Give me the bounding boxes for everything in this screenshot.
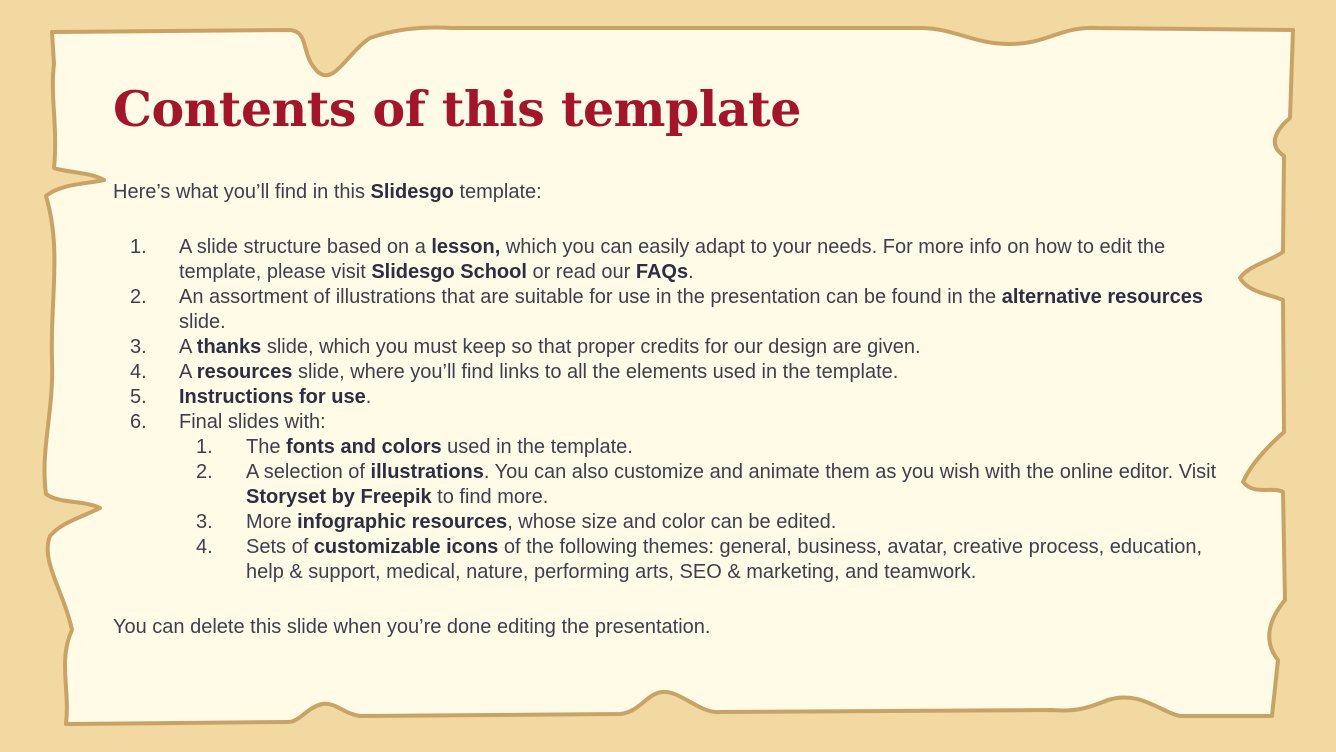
sub-list-item-text: The bbox=[246, 436, 287, 458]
sub-list-item-text: of the following themes: general, business, avatar, creative process, education, help & support, medical, nature, performing arts, SEO & marketing, and teamwork. bbox=[246, 536, 1203, 583]
sub-list-item-bold: fonts and colors bbox=[286, 436, 442, 458]
intro-text-end: template: bbox=[453, 181, 542, 203]
list-item bbox=[113, 235, 1223, 285]
intro-line bbox=[113, 180, 1223, 205]
sub-list-item-number: 2. bbox=[196, 461, 213, 483]
list-item-bold: Slidesgo School bbox=[371, 261, 527, 283]
list-item-bold: lesson, bbox=[431, 236, 501, 258]
sub-list-item-number: 4. bbox=[196, 536, 213, 558]
list-item-number: 5. bbox=[130, 386, 147, 408]
intro-text: Here’s what you’ll find in this bbox=[113, 181, 371, 203]
sub-list-item bbox=[179, 460, 1223, 510]
list-item bbox=[113, 335, 1223, 360]
list-item-text: which you can easily adapt to your needs. For more info on how to edit the template, please visit bbox=[179, 236, 1166, 283]
sub-list-item bbox=[179, 510, 1223, 535]
list-item bbox=[113, 285, 1223, 335]
list-item-bold: thanks bbox=[196, 336, 262, 358]
closing-note: You can delete this slide when you’re done editing the presentation. bbox=[113, 616, 711, 638]
contents-list bbox=[113, 235, 1223, 585]
sub-list-item-text: , whose size and color can be edited. bbox=[507, 511, 837, 533]
list-item-number: 2. bbox=[130, 286, 147, 308]
list-item-text: A bbox=[179, 336, 197, 358]
list-item-bold: alternative resources bbox=[1001, 286, 1203, 308]
list-item bbox=[113, 360, 1223, 385]
sub-list-item-bold: customizable icons bbox=[313, 536, 499, 558]
list-item-bold: resources bbox=[196, 361, 293, 383]
sub-list-item-text: used in the template. bbox=[441, 436, 633, 458]
sub-list-item-text: A selection of bbox=[246, 461, 371, 483]
list-item-number: 1. bbox=[130, 236, 147, 258]
list-item bbox=[113, 385, 1223, 410]
sub-list-item-text: to find more. bbox=[431, 486, 549, 508]
sub-list-item-bold: Storyset by Freepik bbox=[246, 486, 432, 508]
list-item-bold: Instructions for use bbox=[179, 386, 366, 408]
sub-list-item-number: 1. bbox=[196, 436, 213, 458]
sub-list-item-text: . You can also customize and animate them as you wish with the online editor. Visit bbox=[483, 461, 1217, 483]
sub-list-item bbox=[179, 435, 1223, 460]
list-item-text: slide. bbox=[179, 311, 226, 333]
list-item bbox=[113, 410, 1223, 585]
list-item-text: . bbox=[365, 386, 372, 408]
list-item-text: A bbox=[179, 361, 197, 383]
list-item-text: Final slides with: bbox=[179, 411, 326, 433]
sub-list-item-number: 3. bbox=[196, 511, 213, 533]
intro-brand: Slidesgo bbox=[370, 181, 454, 203]
list-item-text: or read our bbox=[526, 261, 636, 283]
list-item-text: An assortment of illustrations that are suitable for use in the presentation can be found in the bbox=[179, 286, 1002, 308]
list-item-number: 4. bbox=[130, 361, 147, 383]
list-item-text: A slide structure based on a bbox=[179, 236, 432, 258]
slide-body bbox=[113, 180, 1223, 640]
list-item-text: . bbox=[688, 261, 694, 283]
slide-title: Contents of this template bbox=[113, 80, 801, 138]
sub-list bbox=[179, 435, 1223, 585]
sub-list-item-text: More bbox=[246, 511, 298, 533]
sub-list-item bbox=[179, 535, 1223, 585]
list-item-text: slide, where you’ll find links to all the elements used in the template. bbox=[292, 361, 899, 383]
list-item-text: slide, which you must keep so that proper credits for our design are given. bbox=[261, 336, 921, 358]
sub-list-item-bold: illustrations bbox=[370, 461, 484, 483]
list-item-number: 6. bbox=[130, 411, 147, 433]
sub-list-item-bold: infographic resources bbox=[297, 511, 508, 533]
sub-list-item-text: Sets of bbox=[246, 536, 314, 558]
list-item-number: 3. bbox=[130, 336, 147, 358]
list-item-bold: FAQs bbox=[635, 261, 689, 283]
